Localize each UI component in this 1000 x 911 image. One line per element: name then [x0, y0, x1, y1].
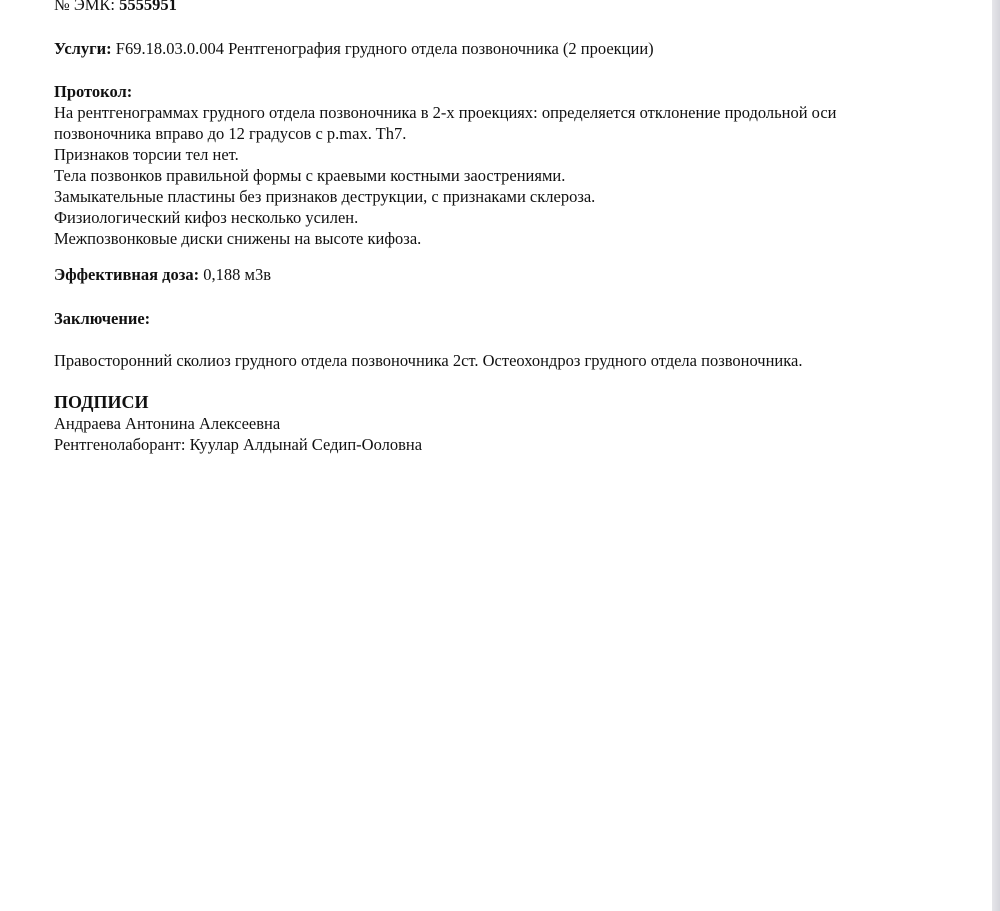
conclusion-text: Правосторонний сколиоз грудного отдела позвоночника 2ст. Остеохондроз грудного отдела позвоночника. [54, 351, 803, 370]
services-value: F69.18.03.0.004 Рентгенография грудного отдела позвоночника (2 проекции) [115, 39, 654, 58]
emk-value: 5555951 [119, 0, 177, 14]
protocol-line: Межпозвонковые диски снижены на высоте кифоза. [54, 229, 422, 248]
protocol-label: Протокол: [54, 82, 133, 101]
protocol-line: На рентгенограммах грудного отдела позвоночника в 2-х проекциях: определяется отклонение продольной оси [54, 103, 837, 122]
conclusion-label: Заключение: [54, 309, 151, 328]
emk-line [54, 0, 177, 15]
signature-line: Андраева Антонина Алексеевна [54, 414, 281, 433]
dose-label: Эффективная доза: [54, 265, 200, 284]
viewer-edge [992, 0, 1000, 911]
protocol-line: Тела позвонков правильной формы с краевыми костными заострениями. [54, 166, 566, 185]
services-label: Услуги: [54, 39, 112, 58]
protocol-line: Замыкательные пластины без признаков деструкции, с признаками склероза. [54, 187, 596, 206]
protocol-line: Признаков торсии тел нет. [54, 145, 239, 164]
dose-line [54, 264, 271, 285]
signature-line: Рентгенолаборант: Куулар Алдынай Седип-Ооловна [54, 435, 423, 454]
signatures-label: ПОДПИСИ [54, 392, 149, 412]
dose-value: 0,188 м3в [203, 265, 272, 284]
protocol-line: позвоночника вправо до 12 градусов с р.max. Th7. [54, 124, 407, 143]
emk-label: № ЭМК: [54, 0, 116, 14]
services-line [54, 38, 654, 59]
protocol-line: Физиологический кифоз несколько усилен. [54, 208, 359, 227]
